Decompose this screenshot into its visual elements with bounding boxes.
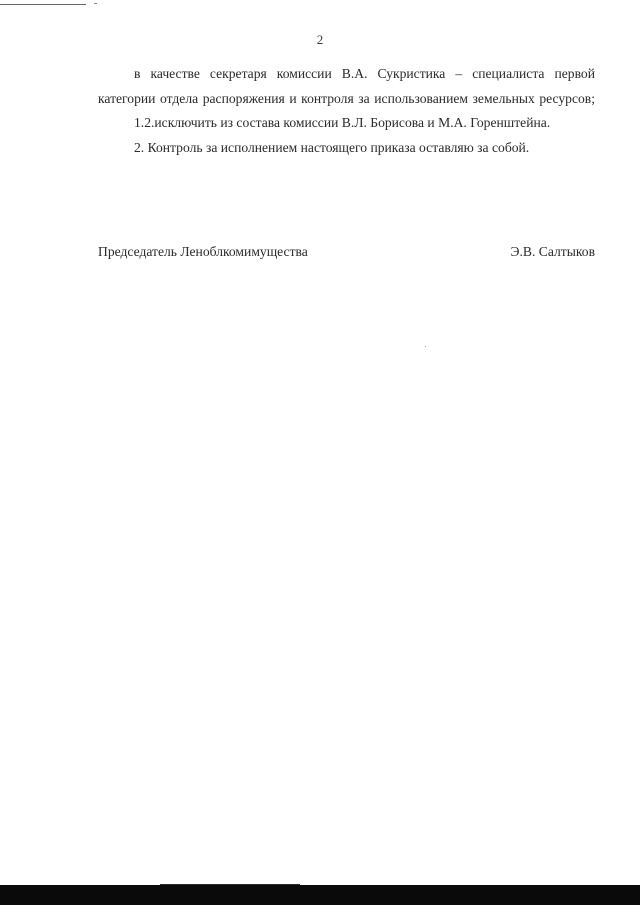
- scan-artifact-dot: [94, 3, 97, 4]
- signatory-name: Э.В. Салтыков: [510, 244, 595, 259]
- page-number: 2: [316, 32, 324, 47]
- scan-speck: [425, 346, 426, 347]
- scan-bottom-edge: [0, 885, 640, 905]
- signature-block: [98, 244, 595, 260]
- paragraph-secretary: в качестве секретаря комиссии В.А. Сукристика – специалиста первой категории отдела распоряжения и контроля за использованием земельных ресурсов;: [98, 66, 595, 106]
- signatory-position: Председатель Леноблкомимущества: [98, 244, 308, 259]
- paragraph-exclude-members: 1.2.исключить из состава комиссии В.Л. Борисова и М.А. Горенштейна.: [134, 115, 551, 130]
- document-body: [98, 62, 595, 160]
- paragraph-control: 2. Контроль за исполнением настоящего приказа оставляю за собой.: [134, 139, 530, 155]
- scan-artifact-line: [0, 4, 86, 5]
